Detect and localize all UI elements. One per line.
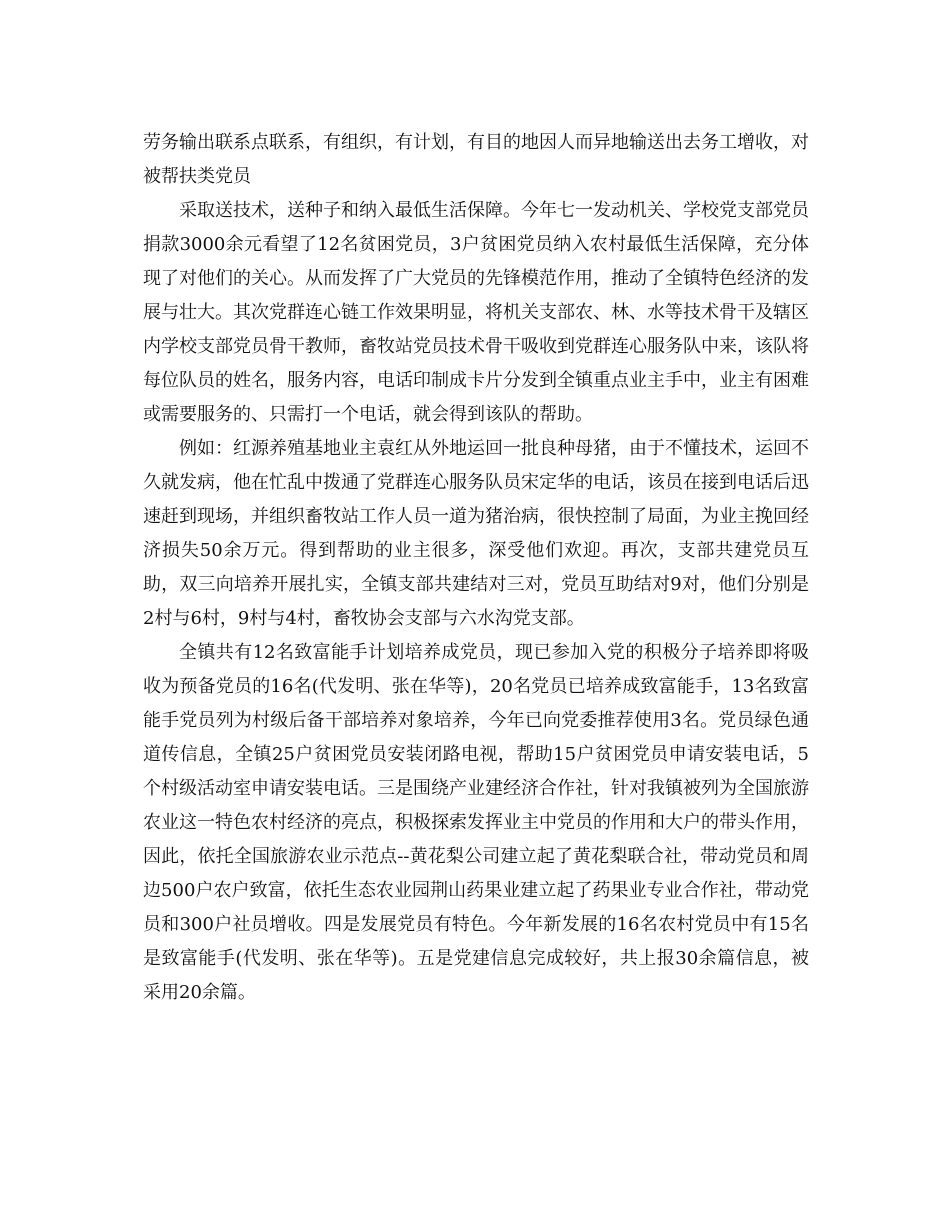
document-body bbox=[143, 126, 809, 1010]
paragraph-4: 全镇共有12名致富能手计划培养成党员，现已参加入党的积极分子培养即将吸收为预备党员的16名(代发明、张在华等)，20名党员已培养成致富能手，13名致富能手党员列为村级后备干部培养对象培养，今年已向党委推荐使用3名。党员绿色通道传信息，全镇25户贫困党员安装闭路电视，帮助15户贫困党员申请安装电话，5个村级活动室申请安装电话。三是围绕产业建经济合作社，针对我镇被列为全国旅游农业这一特色农村经济的亮点，积极探索发挥业主中党员的作用和大户的带头作用，因此，依托全国旅游农业示范点--黄花梨公司建立起了黄花梨联合社，带动党员和周边500户农户致富，依托生态农业园荆山药果业建立起了药果业专业合作社，带动党员和300户社员增收。四是发展党员有特色。今年新发展的16名农村党员中有15名是致富能手(代发明、张在华等)。五是党建信息完成较好，共上报30余篇信息，被采用20余篇。 bbox=[143, 642, 809, 1003]
paragraph-1: 劳务输出联系点联系，有组织，有计划，有目的地因人而异地输送出去务工增收，对被帮扶类党员 bbox=[143, 132, 809, 187]
paragraph-3: 例如：红源养殖基地业主袁红从外地运回一批良种母猪，由于不懂技术，运回不久就发病，他在忙乱中拨通了党群连心服务队员宋定华的电话，该员在接到电话后迅速赶到现场，并组织畜牧站工作人员一道为猪治病，很快控制了局面，为业主挽回经济损失50余万元。得到帮助的业主很多，深受他们欢迎。再次，支部共建党员互助，双三向培养开展扎实，全镇支部共建结对三对，党员互助结对9对，他们分别是2村与6村，9村与4村，畜牧协会支部与六水沟党支部。 bbox=[143, 438, 809, 629]
paragraph-2: 采取送技术，送种子和纳入最低生活保障。今年七一发动机关、学校党支部党员捐款3000余元看望了12名贫困党员，3户贫困党员纳入农村最低生活保障，充分体现了对他们的关心。从而发挥了广大党员的先锋模范作用，推动了全镇特色经济的发展与壮大。其次党群连心链工作效果明显，将机关支部农、林、水等技术骨干及辖区内学校支部党员骨干教师，畜牧站党员技术骨干吸收到党群连心服务队中来，该队将每位队员的姓名，服务内容，电话印制成卡片分发到全镇重点业主手中，业主有困难或需要服务的、只需打一个电话，就会得到该队的帮助。 bbox=[143, 200, 809, 425]
